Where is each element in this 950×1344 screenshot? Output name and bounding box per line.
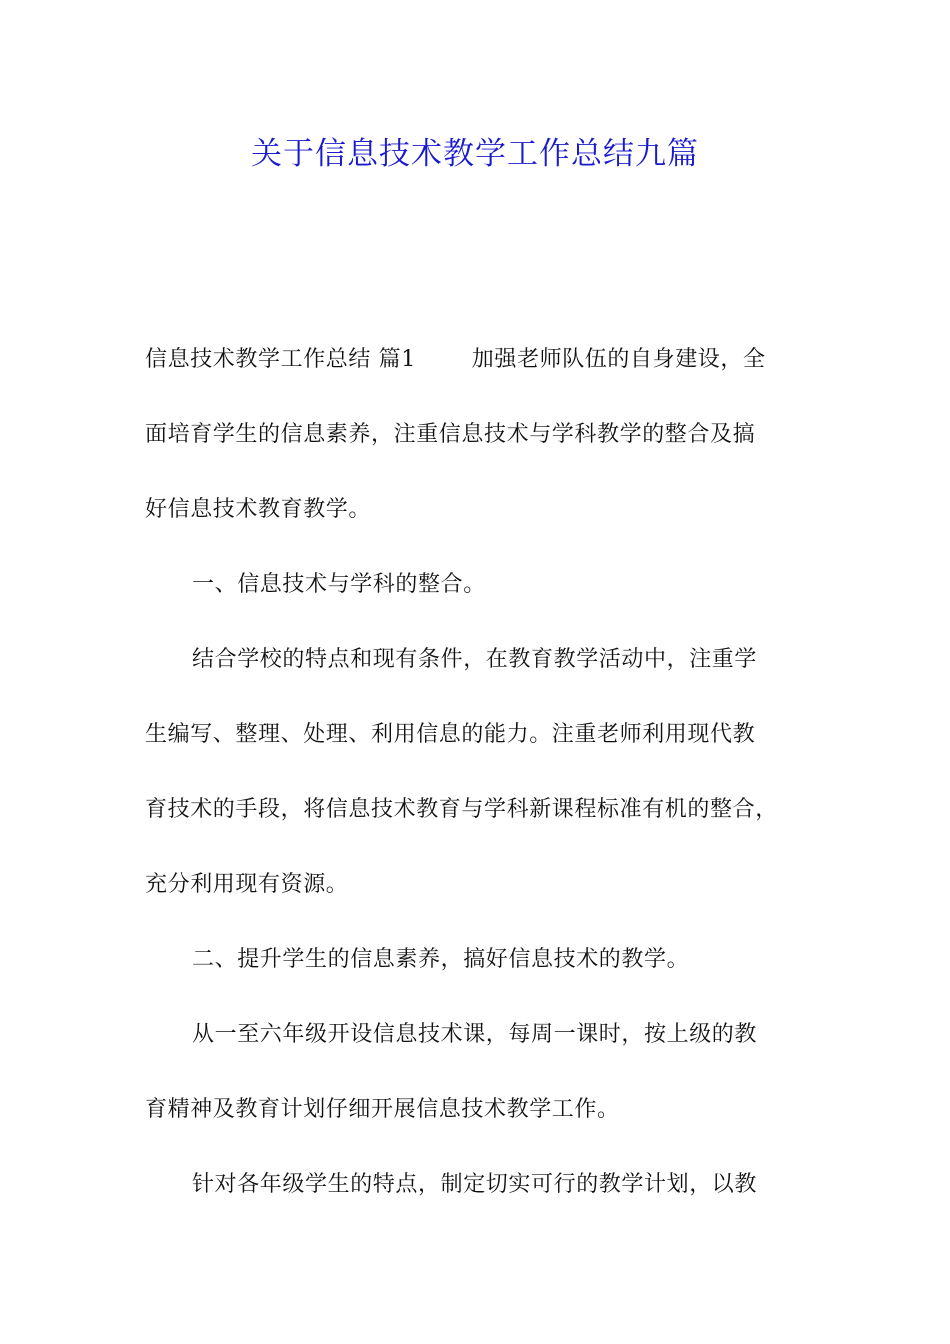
paragraph-line xyxy=(145,336,815,411)
paragraph-line: 生编写、整理、处理、利用信息的能力。注重老师利用现代教 xyxy=(145,722,756,747)
document-title: 关于信息技术教学工作总结九篇 xyxy=(251,136,699,172)
document-body xyxy=(145,336,815,1236)
section-heading: 信息技术教学工作总结 篇1 xyxy=(145,347,416,372)
paragraph-line: 结合学校的特点和现有条件，在教育教学活动中，注重学 xyxy=(192,647,758,672)
paragraph-line: 充分利用现有资源。 xyxy=(145,872,349,897)
subheading-line: 一、信息技术与学科的整合。 xyxy=(192,572,486,597)
subheading-line: 二、提升学生的信息素养，搞好信息技术的教学。 xyxy=(192,947,690,972)
paragraph-line: 针对各年级学生的特点，制定切实可行的教学计划，以教 xyxy=(192,1172,758,1197)
paragraph-line: 面培育学生的信息素养，注重信息技术与学科教学的整合及搞 xyxy=(145,422,756,447)
line-text: 加强老师队伍的自身建设，全 xyxy=(471,347,766,372)
paragraph-line: 从一至六年级开设信息技术课，每周一课时，按上级的教 xyxy=(192,1022,758,1047)
paragraph-line: 育精神及教育计划仔细开展信息技术教学工作。 xyxy=(145,1097,620,1122)
paragraph-line: 好信息技术教育教学。 xyxy=(145,497,372,522)
paragraph-line: 育技术的手段，将信息技术教育与学科新课程标准有机的整合， xyxy=(145,797,778,822)
